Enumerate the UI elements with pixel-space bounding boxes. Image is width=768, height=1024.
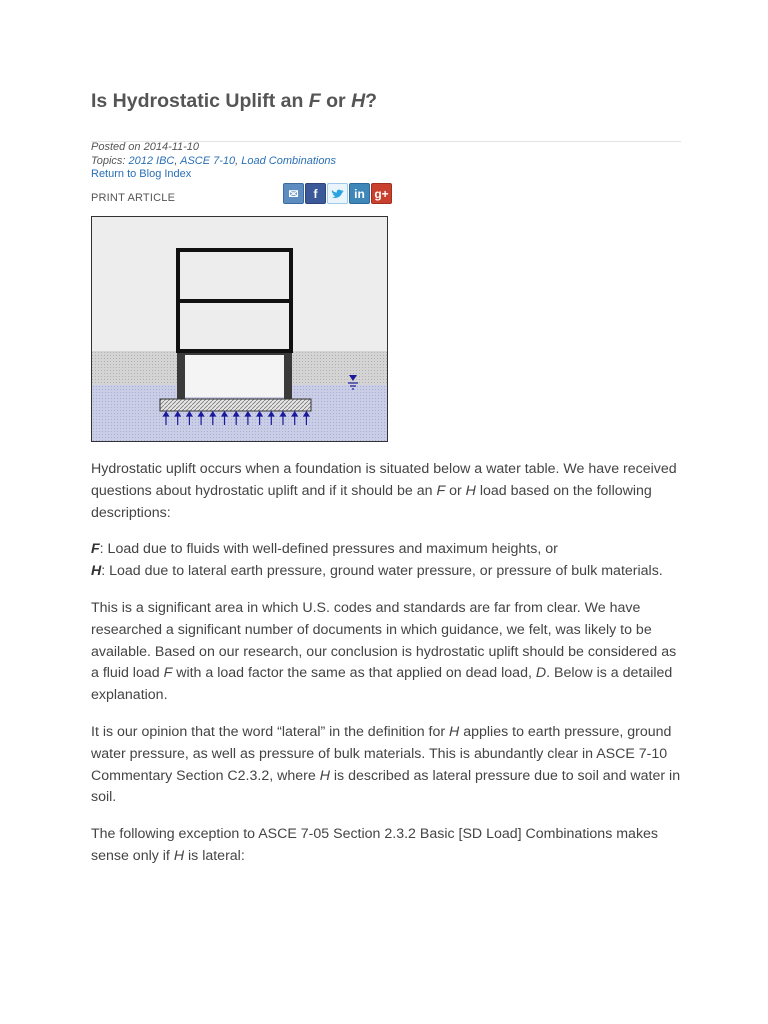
text-run: is lateral:	[184, 847, 245, 864]
symbol-d: D	[535, 665, 547, 682]
basement-space	[184, 353, 284, 397]
text-run: or	[445, 482, 466, 499]
topic-separator: ,	[235, 154, 242, 167]
print-article-link[interactable]: PRINT ARTICLE	[91, 192, 176, 204]
basement-wall-left	[177, 351, 185, 399]
symbol-h: H	[449, 723, 460, 740]
hydrostatic-uplift-diagram	[91, 216, 388, 442]
paragraph-opinion	[91, 722, 681, 809]
sky-area	[92, 217, 387, 351]
article-title	[91, 90, 377, 113]
topic-link-asce[interactable]: ASCE 7-10	[180, 154, 236, 167]
text-run: Hydrostatic uplift occurs when a foundation is situated below a water table. We have received questions about hydrostatic uplift and if it should be an	[91, 461, 677, 499]
topic-separator: ,	[174, 154, 181, 167]
paragraph-definitions	[91, 539, 681, 583]
text-run: with a load factor the same as that applied on dead load,	[172, 665, 536, 682]
twitter-icon[interactable]	[327, 183, 348, 204]
topics-line	[91, 155, 336, 169]
twitter-bird-icon	[331, 188, 345, 200]
text-run: It is our opinion that the word “lateral” in the definition for	[91, 723, 450, 740]
foundation-mat	[160, 399, 311, 411]
symbol-h: H	[173, 847, 185, 864]
definition-f-text: : Load due to fluids with well-defined pressures and maximum heights, or	[99, 541, 558, 558]
return-to-index-link[interactable]: Return to Blog Index	[91, 168, 192, 180]
text-run: . Below is a detailed explanation.	[91, 665, 673, 704]
title-f: F	[308, 90, 321, 112]
email-icon[interactable]: ✉	[283, 183, 304, 204]
symbol-f: F	[163, 665, 173, 682]
text-run: applies to earth pressure, ground water pressure, as well as pressure of bulk materials. This is abundantly clear in ASCE 7-10 Commentary Section C2.3.2, where	[91, 723, 672, 784]
diagram-svg	[92, 217, 387, 441]
facebook-icon[interactable]: f	[305, 183, 326, 204]
paragraph-intro	[91, 459, 681, 524]
definition-f-key: F	[91, 541, 100, 558]
paragraph-exception	[91, 824, 681, 868]
article-body	[91, 459, 681, 868]
posted-date: Posted on 2014-11-10	[91, 141, 200, 153]
topic-link-ibc[interactable]: 2012 IBC	[128, 154, 175, 167]
basement-wall-right	[284, 351, 292, 399]
text-run: is described as lateral pressure due to soil and water in soil.	[91, 767, 681, 806]
google-plus-icon[interactable]: g+	[371, 183, 392, 204]
topics-label: Topics:	[91, 154, 129, 167]
linkedin-icon[interactable]: in	[349, 183, 370, 204]
symbol-h: H	[319, 767, 330, 784]
text-run: This is a significant area in which U.S. codes and standards are far from clear. We have researched a significant number of documents in which guidance, we felt, was likely to be available. Based on our research, our conclusion is hydrostatic uplift should be considered as a fluid load	[91, 599, 677, 682]
title-h: H	[351, 90, 366, 112]
symbol-h: H	[465, 482, 476, 499]
topic-link-load-combinations[interactable]: Load Combinations	[241, 154, 337, 167]
definition-h-text: : Load due to lateral earth pressure, ground water pressure, or pressure of bulk materials.	[101, 563, 663, 580]
title-suffix: ?	[365, 90, 378, 112]
symbol-f: F	[436, 482, 446, 499]
definition-h-key: H	[91, 563, 102, 580]
share-bar	[283, 183, 392, 205]
title-prefix: Is Hydrostatic Uplift an	[91, 90, 309, 112]
text-run: The following exception to ASCE 7-05 Section 2.3.2 Basic [SD Load] Combinations makes sense only if	[91, 826, 659, 864]
paragraph-conclusion	[91, 598, 681, 707]
title-or: or	[320, 90, 352, 112]
text-run: load based on the following descriptions:	[91, 482, 652, 521]
post-meta	[91, 141, 336, 182]
